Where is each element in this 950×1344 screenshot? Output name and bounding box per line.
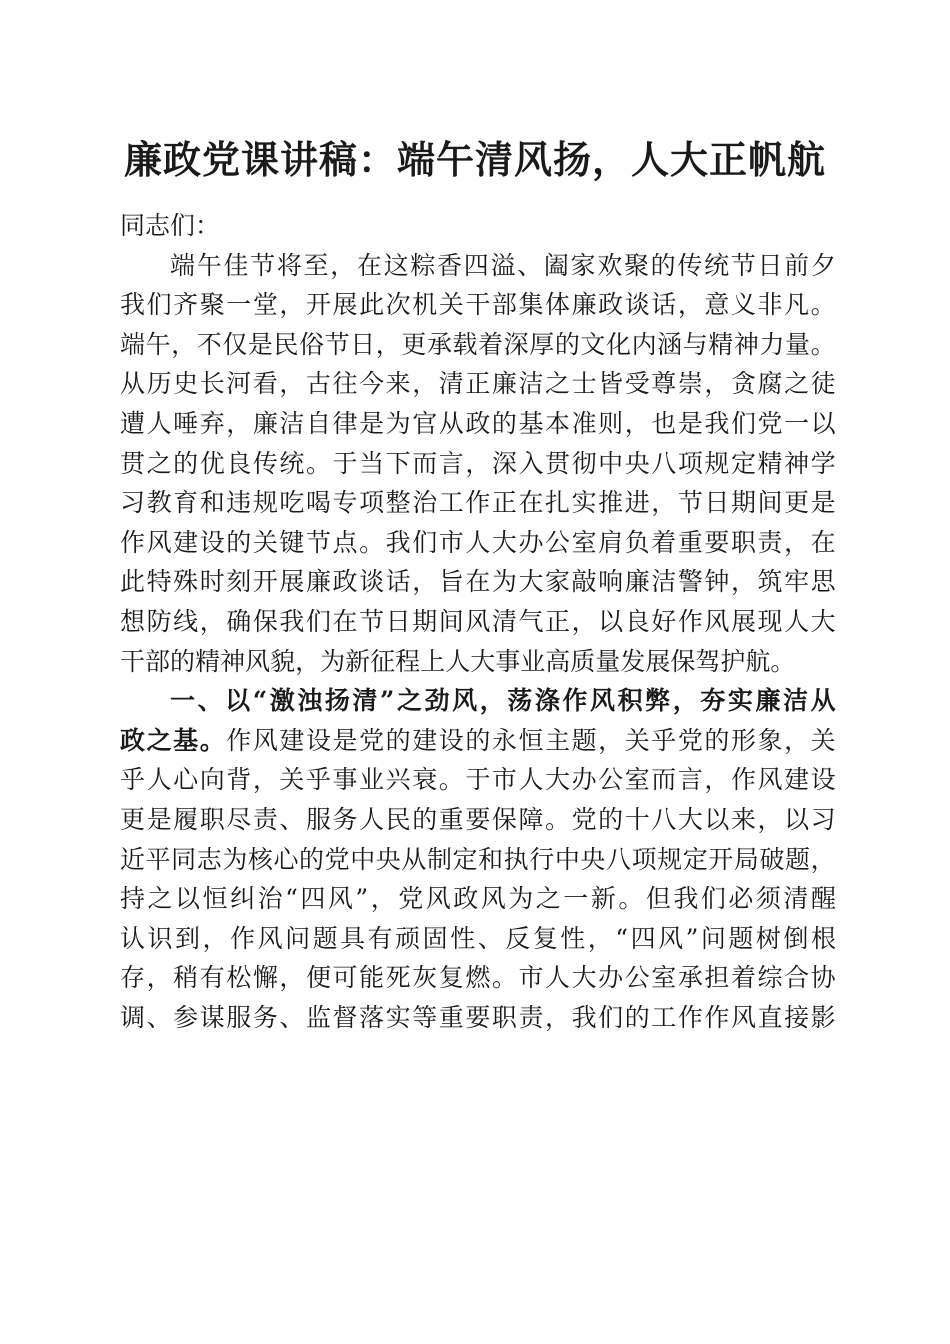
text-line: 一 、 以 “ 激 浊 扬 清 ” 之 劲 风 ， 荡 涤 作 风 积 弊 ， 夯 实 廉 洁 从	[170, 686, 836, 716]
text-line: 乎 人 心 向 背 ， 关 乎 事 业 兴 衰 。 于 市 人 大 办 公 室 而 言 ， 作 风 建 设	[120, 765, 836, 795]
text-line: 更 是 履 职 尽 责 、 服 务 人 民 的 重 要 保 障 。 党 的 十 八 大 以 来 ， 以 习	[120, 804, 836, 834]
text-line: 想 防 线 ， 确 保 我 们 在 节 日 期 间 风 清 气 正 ， 以 良 好 作 风 展 现 人 大	[120, 606, 836, 636]
text-line: 认 识 到 ， 作 风 问 题 具 有 顽 固 性 、 反 复 性 ， “ 四 风 ” 问 题 树 倒 根	[120, 923, 836, 953]
paragraph-lines	[120, 246, 836, 1038]
text-line: 端 午 ， 不 仅 是 民 俗 节 日 ， 更 承 载 着 深 厚 的 文 化 内 涵 与 精 神 力 量 。	[120, 329, 836, 359]
text-line: 端 午 佳 节 将 至 ， 在 这 粽 香 四 溢 、 阖 家 欢 聚 的 传 统 节 日 前 夕	[170, 250, 836, 280]
text-line: 政 之 基 。 作 风 建 设 是 党 的 建 设 的 永 恒 主 题 ， 关 乎 党 的 形 象 ， 关	[120, 725, 836, 755]
text-line: 作 风 建 设 的 关 键 节 点 。 我 们 市 人 大 办 公 室 肩 负 着 重 要 职 责 ， 在	[120, 527, 836, 557]
text-line: 干 部 的 精 神 风 貌 ， 为 新 征 程 上 人 大 事 业 高 质 量 发 展 保 驾 护 航 。	[120, 646, 796, 676]
text-line: 遭 人 唾 弃 ， 廉 洁 自 律 是 为 官 从 政 的 基 本 准 则 ， 也 是 我 们 党 一 以	[120, 408, 836, 438]
salutation-text: 同志们：	[120, 211, 221, 240]
document-title: 廉政党课讲稿：端午清风扬，人大正帆航	[123, 137, 826, 182]
text-line: 存 ， 稍 有 松 懈 ， 便 可 能 死 灰 复 燃 。 市 人 大 办 公 室 承 担 着 综 合 协	[120, 963, 836, 993]
text-line: 贯 之 的 优 良 传 统 。 于 当 下 而 言 ， 深 入 贯 彻 中 央 八 项 规 定 精 神 学	[120, 448, 836, 478]
text-line: 调 、 参 谋 服 务 、 监 督 落 实 等 重 要 职 责 ， 我 们 的 工 作 作 风 直 接 影	[120, 1002, 836, 1032]
text-line: 习 教 育 和 违 规 吃 喝 专 项 整 治 工 作 正 在 扎 实 推 进 ， 节 日 期 间 更 是	[120, 488, 836, 518]
text-line: 从 历 史 长 河 看 ， 古 往 今 来 ， 清 正 廉 洁 之 士 皆 受 尊 崇 ， 贪 腐 之 徒	[120, 369, 836, 399]
salutation	[120, 206, 836, 246]
document-body	[120, 206, 836, 1037]
text-line: 此 特 殊 时 刻 开 展 廉 政 谈 话 ， 旨 在 为 大 家 敲 响 廉 洁 警 钟 ， 筑 牢 思	[120, 567, 836, 597]
text-line: 我 们 齐 聚 一 堂 ， 开 展 此 次 机 关 干 部 集 体 廉 政 谈 话 ， 意 义 非 凡 。	[120, 290, 836, 320]
text-line: 近 平 同 志 为 核 心 的 党 中 央 从 制 定 和 执 行 中 央 八 项 规 定 开 局 破 题 ，	[120, 844, 836, 874]
text-line: 持 之 以 恒 纠 治 “ 四 风 ” ， 党 风 政 风 为 之 一 新 。 但 我 们 必 须 清 醒	[120, 884, 836, 914]
